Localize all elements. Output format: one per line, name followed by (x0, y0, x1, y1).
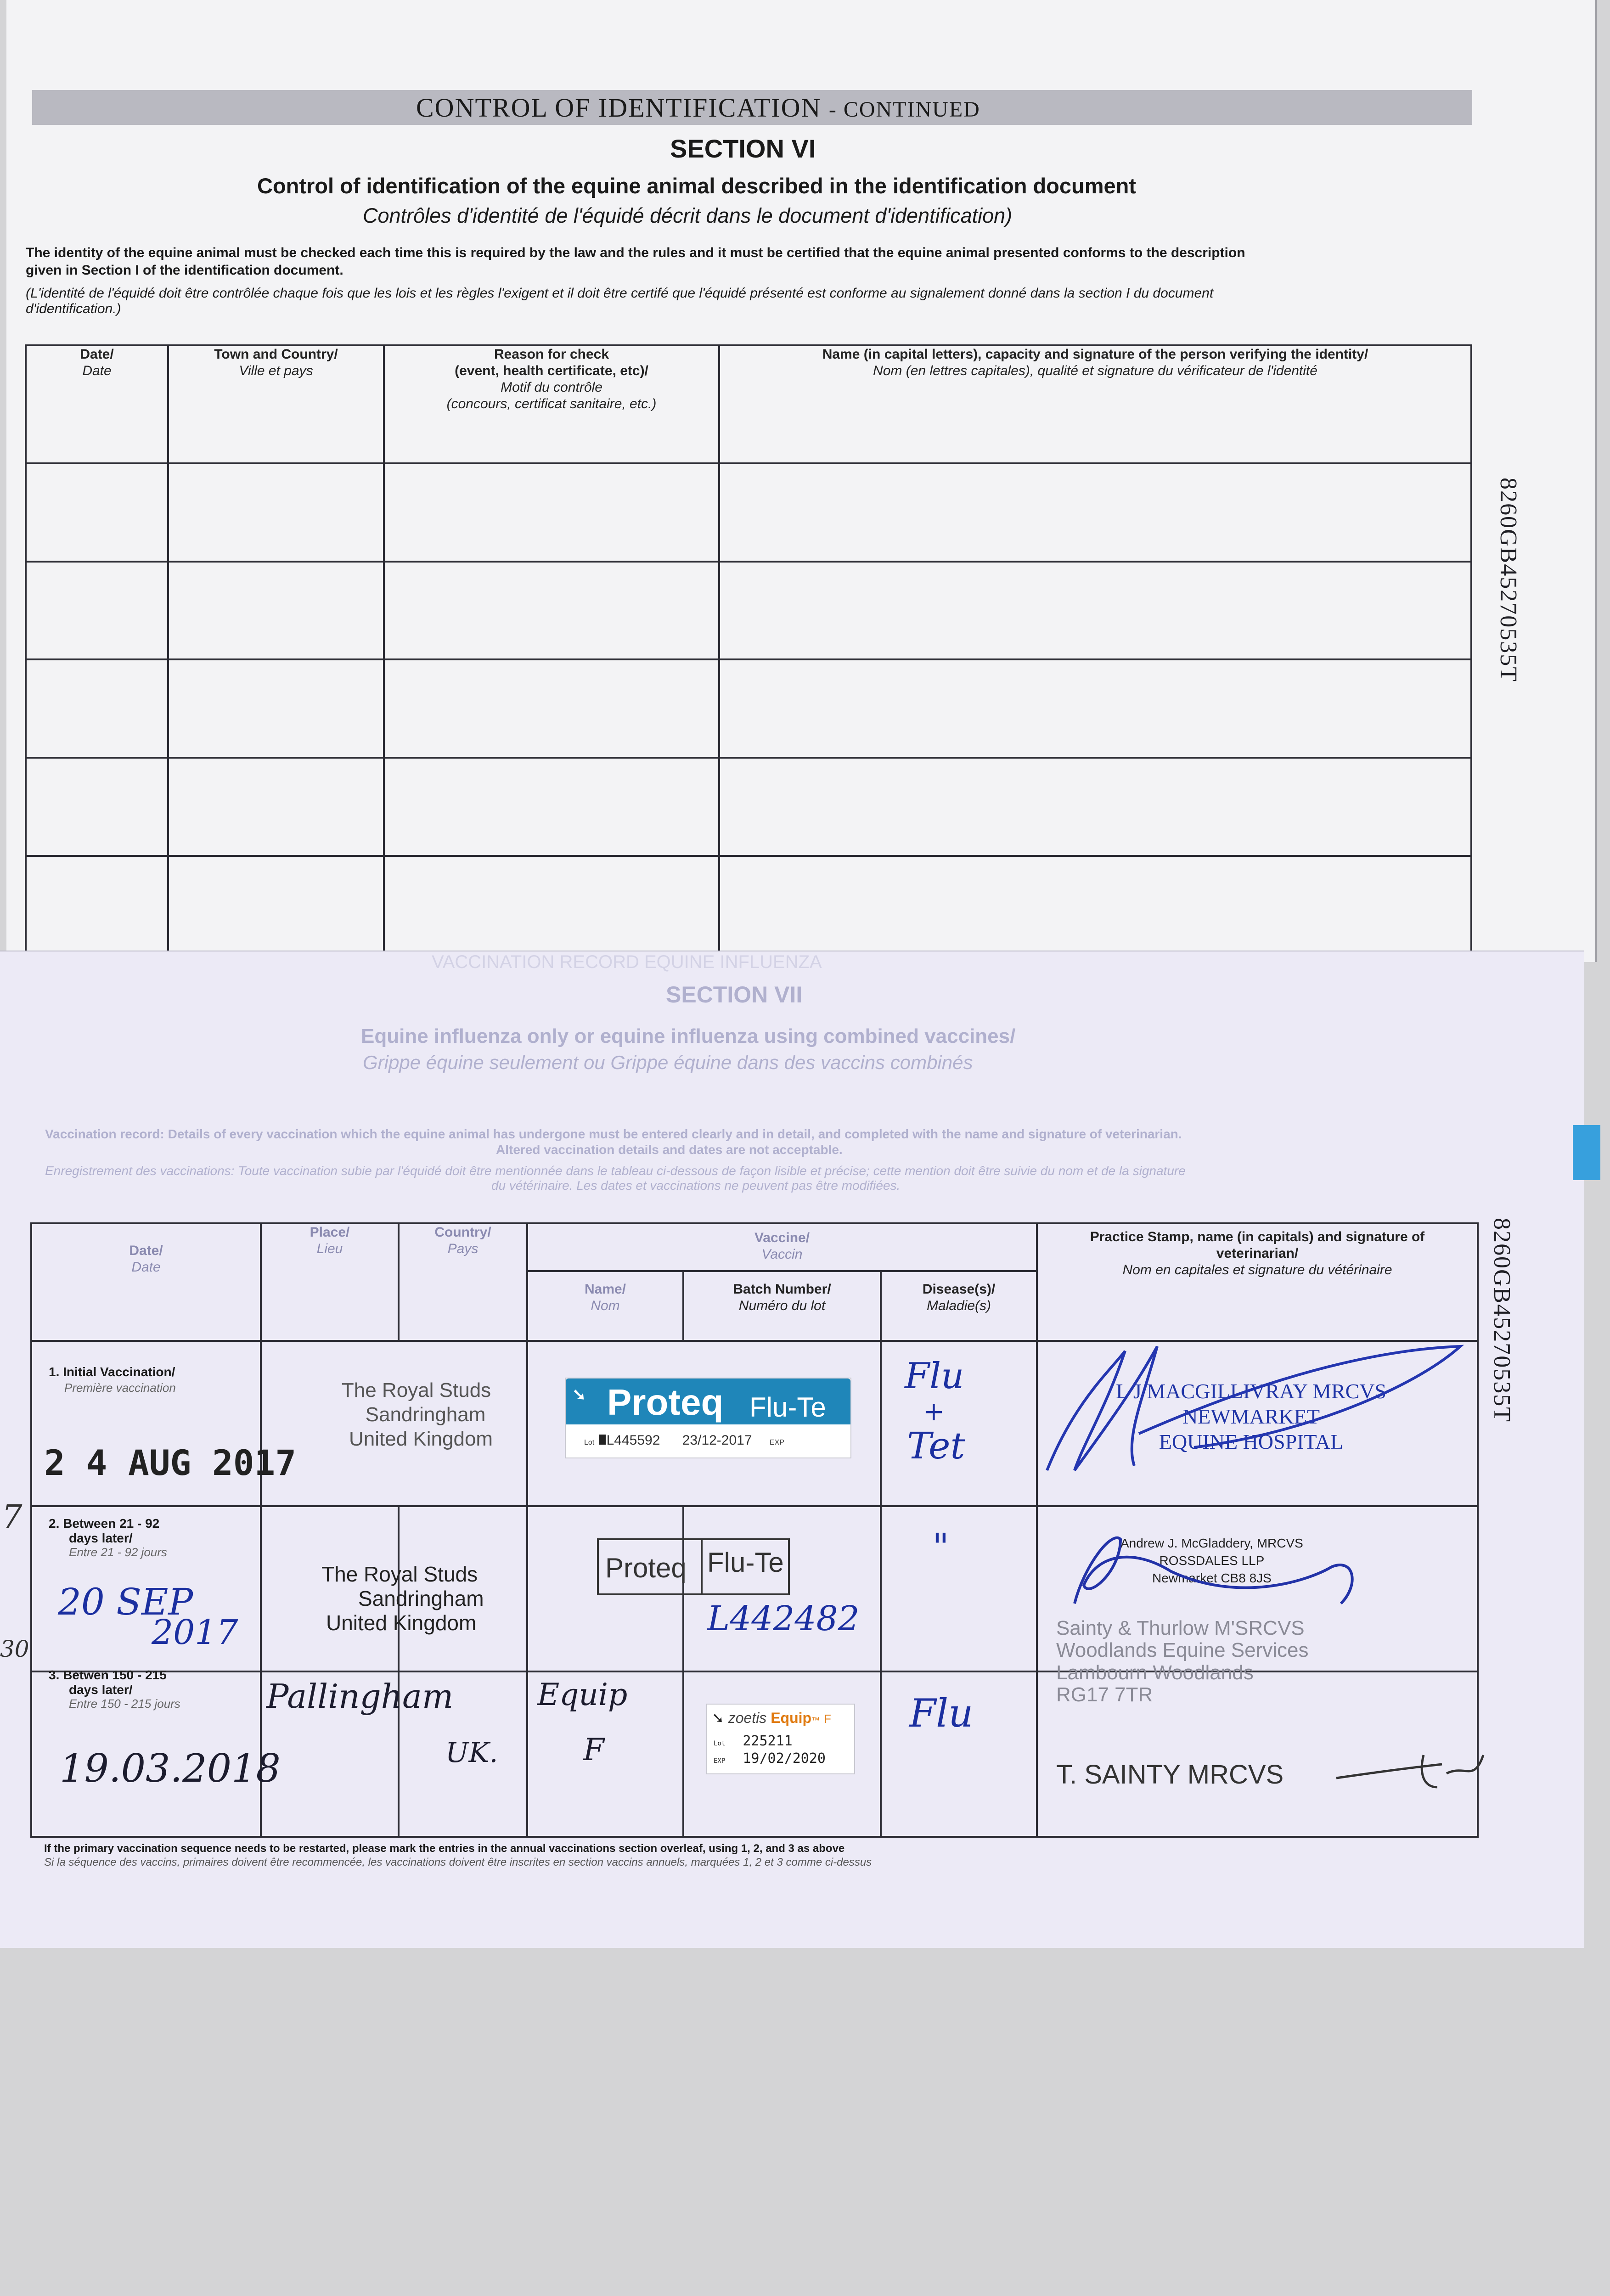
row3-label-fr: Entre 150 - 215 jours (69, 1697, 180, 1711)
row2-vet-stamp: Andrew J. McGladdery, MRCVS ROSSDALES LLP Newmarket CB8 8JS (1120, 1536, 1303, 1585)
proteq-sticker-band (566, 1379, 850, 1424)
table-row (26, 856, 1471, 954)
top-page (6, 0, 1597, 962)
intro-fr-line2: d'identification.) (26, 301, 121, 316)
bottom-intro-fr-line1: Enregistrement des vaccinations: Toute vaccination subie par l'équidé doit être mentionnée dans le tableau ci-dessous de façon lisible et précise; cette mention doit être suivie du nom et de la signature (45, 1164, 1186, 1178)
row3-vet-practice-stamp: Sainty & Thurlow M'SRCVS Woodlands Equine Services Lambourn Woodlands RG17 7TR (1056, 1617, 1309, 1706)
footer-fr: Si la séquence des vaccins, primaires doivent être recommencée, les vaccinations doivent être inscrites en section vaccins annuels, marquées 1, 2 et 3 comme ci-dessus (44, 1856, 872, 1868)
side-document-number-bottom: 8260GB45270535T (1489, 1218, 1515, 1423)
table-row (26, 463, 1471, 562)
bottom-heading-fr: Grippe équine seulement ou Grippe équine dans des vaccins combinés (363, 1052, 973, 1073)
row3-label-en: 3. Betwen 150 - 215 (49, 1668, 167, 1682)
bottom-intro-en-line1: Vaccination record: Details of every vaccination which the equine animal has undergone must be entered clearly and in detail, and completed with the name and signature of veterinarian. (45, 1127, 1182, 1141)
margin-mark-2: 30 (0, 1636, 29, 1662)
row1-disease-hand-1: Flu (905, 1356, 964, 1397)
side-document-number-top: 8260GB45270535T (1495, 478, 1521, 682)
row2-name-stamp: Proteq Flu-Te (597, 1538, 790, 1595)
bottom-heading-en: Equine influenza only or equine influenza using combined vaccines/ (361, 1025, 1016, 1047)
row2-label-en2: days later/ (69, 1531, 133, 1545)
row1-place: The Royal Studs Sandringham United Kingdom (341, 1379, 493, 1450)
bottom-intro-fr-line2: du vétérinaire. Les dates et vaccinations ne peuvent pas être modifiées. (491, 1178, 901, 1193)
row1-vet-signature (1019, 1319, 1479, 1503)
band-title (416, 93, 980, 124)
intro-en-line2: given in Section I of the identification document. (26, 263, 343, 278)
row3-date-hand: 19.03.2018 (60, 1746, 281, 1791)
row2-label-fr: Entre 21 - 92 jours (69, 1545, 167, 1559)
row1-proteq-sticker (566, 1379, 850, 1458)
band-title-suffix: - CONTINUED (828, 97, 980, 122)
row1-date-stamp: 2 4 AUG 2017 (44, 1442, 297, 1483)
col-batch-header: Batch Number/ Numéro du lot (683, 1271, 881, 1341)
row3-place-hand: Pallingham (266, 1677, 454, 1716)
table-header-row (26, 345, 1471, 463)
table-row (26, 758, 1471, 856)
table-row (26, 659, 1471, 758)
section-heading-fr: Contrôles d'identité de l'équidé décrit dans le document d'identification) (363, 204, 1013, 227)
col-town-country-header: Town and Country/ Ville et pays (168, 345, 384, 463)
row2-vet-signature (1056, 1512, 1414, 1613)
col-place-header: Place/ Lieu (261, 1223, 399, 1341)
intro-fr-line1: (L'identité de l'équidé doit être contrôlée chaque fois que les lois et les règles l'exigent et il doit être certifé que l'équidé présenté est conforme au signalement donné dans la section I du document (26, 286, 1214, 301)
col-practice-stamp-header: Practice Stamp, name (in capitals) and signature of veterinarian/ Nom en capitales et signature du vétérinaire (1037, 1223, 1478, 1341)
row1-disease-hand-3: Tet (907, 1424, 965, 1467)
band-title-main: CONTROL OF IDENTIFICATION (416, 93, 822, 123)
bottom-section-title: SECTION VII (666, 982, 803, 1007)
row3-country-hand: UK. (445, 1737, 498, 1769)
bottom-page (0, 951, 1584, 1948)
col-country-header: Country/ Pays (399, 1223, 527, 1341)
col-date-header: Date/ Date (26, 345, 168, 463)
row2-disease-ditto: " (932, 1525, 949, 1568)
margin-mark-1: 7 (2, 1498, 23, 1536)
col-vaccine-name-header: Name/ Nom (527, 1271, 683, 1341)
row2-date-hand-1: 20 SEP (58, 1581, 193, 1623)
col-date-header: Date/ Date (31, 1223, 261, 1341)
title-band (32, 90, 1472, 125)
row1-vet-stamp: L J MACGILLIVRAY MRCVS NEWMARKET EQUINE HOSPITAL (1116, 1379, 1387, 1454)
row3-label-en2: days later/ (69, 1683, 133, 1697)
bookmark-tab (1573, 1125, 1600, 1180)
zoetis-logo-icon: ➘ (712, 1710, 724, 1726)
vacc-header-row-1 (31, 1223, 1478, 1271)
row3-equip-sticker: ➘ zoetis Equip™ F Lot 225211 EXP 19/02/2020 (707, 1705, 854, 1773)
row3-disease-hand: Flu (909, 1691, 974, 1736)
bottom-band-title: VACCINATION RECORD EQUINE INFLUENZA (432, 952, 822, 972)
proteq-sticker-lot-line: Lot L445592 23/12-2017 EXP (584, 1433, 784, 1448)
section-heading-en: Control of identification of the equine animal described in the identification document (257, 174, 1137, 198)
row2-place: The Royal Studs Sandringham United Kingdom (321, 1562, 484, 1635)
row1-disease-hand-2: + (923, 1397, 945, 1427)
col-vaccine-header: Vaccine/ Vaccin (527, 1223, 1037, 1271)
bottom-intro-en-line2: Altered vaccination details and dates are not acceptable. (496, 1142, 843, 1157)
identification-check-table (25, 344, 1472, 955)
table-row (26, 562, 1471, 660)
row2-date-hand-2: 2017 (152, 1613, 238, 1652)
row2-label-en: 2. Between 21 - 92 (49, 1516, 160, 1531)
row3-name-hand-2: F (583, 1732, 604, 1767)
col-disease-header: Disease(s)/ Maladie(s) (881, 1271, 1037, 1341)
row3-vet-print-name: T. SAINTY MRCVS (1056, 1760, 1284, 1790)
footer-en: If the primary vaccination sequence needs to be restarted, please mark the entries in the annual vaccinations section overleaf, using 1, 2, and 3 as above (44, 1842, 845, 1855)
section-title: SECTION VI (670, 134, 816, 163)
arrow-icon: ➘ (572, 1385, 586, 1404)
proteq-product: Flu-Te (749, 1392, 826, 1423)
row3-vet-signature (1332, 1746, 1488, 1801)
row1-label-fr: Première vaccination (64, 1381, 176, 1395)
row1-label-en: 1. Initial Vaccination/ (49, 1365, 175, 1379)
col-reason-header: Reason for check (event, health certificate, etc)/ Motif du contrôle (concours, certificat sanitaire, etc.) (384, 345, 719, 463)
row2-batch-hand: L442482 (707, 1599, 860, 1638)
row3-name-hand-1: Equip (537, 1677, 628, 1712)
intro-en-line1: The identity of the equine animal must be checked each time this is required by the law and the rules and it must be certified that the equine animal presented conforms to the description (26, 245, 1245, 260)
col-verifier-header: Name (in capital letters), capacity and signature of the person verifying the identity/ Nom (en lettres capitales), qualité et signature du vérificateur de l'identité (719, 345, 1471, 463)
proteq-brand: Proteq (607, 1382, 724, 1423)
